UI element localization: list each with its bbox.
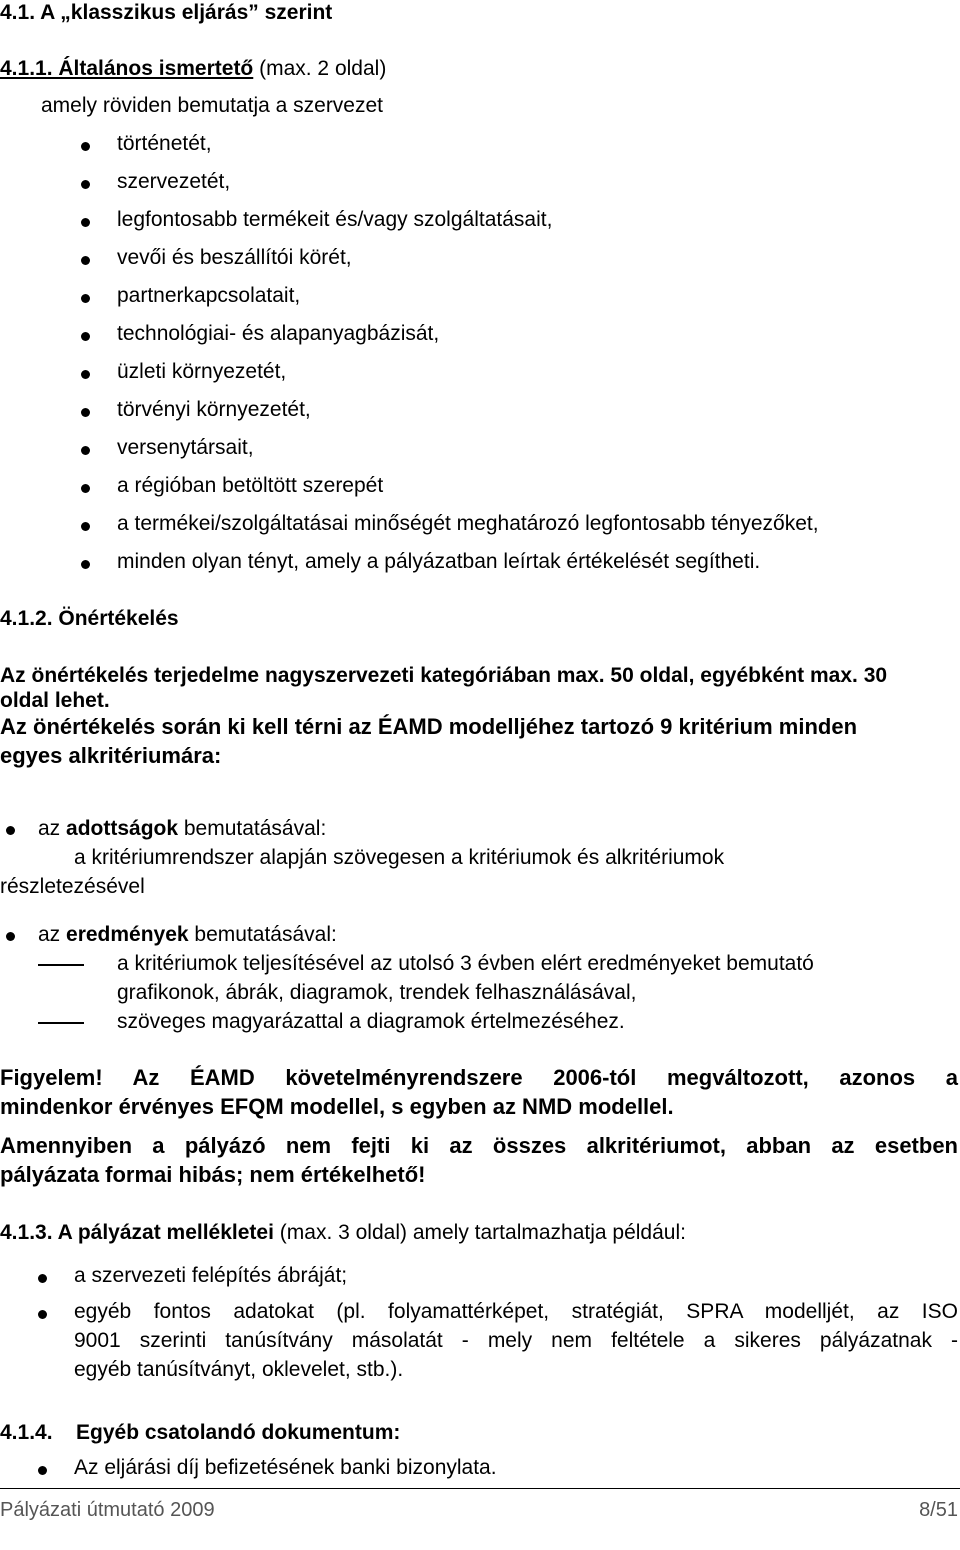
list-item: partnerkapcsolatait,: [117, 284, 301, 307]
notice-line2: pályázata formai hibás; nem értékelhető!: [0, 1162, 426, 1187]
attachment-item-2-line2: 9001 szerinti tanúsítvány másolatát - mely nem feltétele a sikeres pályázatnak -: [74, 1329, 958, 1352]
section-heading-4-1-3: [0, 1220, 686, 1245]
page-number: 8/51: [919, 1499, 958, 1521]
paragraph-criteria-line1: Az önértékelés során ki kell térni az ÉAMD modelljéhez tartozó 9 kritérium minden: [0, 714, 858, 739]
section-heading-4-1-1: [0, 56, 386, 81]
section-heading-4-1-4-title: Egyéb csatolandó dokumentum:: [76, 1421, 401, 1444]
section-heading-4-1-4-number: 4.1.4.: [0, 1421, 53, 1444]
bullet-icon: [81, 332, 90, 341]
bullet-icon: [81, 180, 90, 189]
bullet-icon: [81, 218, 90, 227]
warning-line2: mindenkor érvényes EFQM modellel, s egyben az NMD modellel.: [0, 1094, 674, 1119]
dash-icon: [38, 964, 84, 966]
bullet-icon: [81, 484, 90, 493]
paragraph-length-line1: Az önértékelés terjedelme nagyszervezeti kategóriában max. 50 oldal, egyébként max. 30: [0, 664, 888, 687]
bullet-icon: [81, 256, 90, 265]
bullet-icon: [81, 142, 90, 151]
bullet-icon: [81, 294, 90, 303]
list-item: szervezetét,: [117, 170, 231, 193]
adottsagok-line2: a kritériumrendszer alapján szövegesen a kritériumok és alkritériumok: [74, 846, 725, 869]
bullet-icon: [6, 826, 15, 835]
attachment-item-2-line1: egyéb fontos adatokat (pl. folyamattérképet, stratégiát, SPRA modelljét, az ISO: [74, 1300, 958, 1323]
bullet-icon: [38, 1274, 47, 1283]
warning-line1: Figyelem! Az ÉAMD követelményrendszere 2006-tól megváltozott, azonos a: [0, 1065, 958, 1090]
bullet-icon: [81, 560, 90, 569]
eredmenyek-prefix: az: [38, 923, 67, 946]
eredmenyek-dash1-line2: grafikonok, ábrák, diagramok, trendek felhasználásával,: [117, 981, 637, 1004]
adottsagok-line3: részletezésével: [0, 875, 145, 898]
paragraph-length-line2: oldal lehet.: [0, 689, 110, 712]
section-heading-4-1-2: 4.1.2. Önértékelés: [0, 607, 179, 630]
bullet-icon: [38, 1310, 47, 1319]
bullet-icon: [81, 446, 90, 455]
adottsagok-prefix: az: [38, 817, 67, 840]
list-item: vevői és beszállítói körét,: [117, 246, 352, 269]
list-item: a termékei/szolgáltatásai minőségét meghatározó legfontosabb tényezőket,: [117, 512, 819, 535]
adottsagok-keyword: adottságok: [66, 817, 179, 840]
section-4-1-1-intro: amely röviden bemutatja a szervezet: [41, 94, 383, 117]
list-item: történetét,: [117, 132, 212, 155]
bullet-icon: [81, 522, 90, 531]
list-item: törvényi környezetét,: [117, 398, 311, 421]
eredmenyek-dash1-line1: a kritériumok teljesítésével az utolsó 3 évben elért eredményeket bemutató: [117, 952, 814, 975]
footer-rule: [0, 1488, 960, 1489]
eredmenyek-keyword: eredmények: [66, 923, 189, 946]
section-heading-4-1-1-note: (max. 2 oldal): [253, 57, 387, 80]
footer-title: Pályázati útmutató 2009: [0, 1499, 215, 1521]
dash-icon: [38, 1022, 84, 1024]
adottsagok-suffix: bemutatásával:: [178, 817, 327, 840]
bullet-icon: [81, 370, 90, 379]
bullet-icon: [6, 932, 15, 941]
document-item-1: Az eljárási díj befizetésének banki bizonylata.: [74, 1456, 497, 1479]
list-item: legfontosabb termékeit és/vagy szolgáltatásait,: [117, 208, 553, 231]
section-heading-4-1-3-rest: (max. 3 oldal) amely tartalmazhatja például:: [273, 1221, 686, 1244]
attachment-item-1: a szervezeti felépítés ábráját;: [74, 1264, 348, 1287]
bullet-icon: [81, 408, 90, 417]
list-item: a régióban betöltött szerepét: [117, 474, 384, 497]
adottsagok-item: [38, 816, 326, 841]
eredmenyek-item: [38, 922, 337, 947]
list-item: üzleti környezetét,: [117, 360, 287, 383]
notice-line1: Amennyiben a pályázó nem fejti ki az összes alkritériumot, abban az esetben: [0, 1133, 958, 1158]
list-item: versenytársait,: [117, 436, 254, 459]
list-item: minden olyan tényt, amely a pályázatban leírtak értékelését segítheti.: [117, 550, 761, 573]
eredmenyek-dash2: szöveges magyarázattal a diagramok értelmezéséhez.: [117, 1010, 625, 1033]
paragraph-criteria-line2: egyes alkritériumára:: [0, 743, 222, 768]
section-heading-4-1: 4.1. A „klasszikus eljárás” szerint: [0, 1, 333, 24]
list-item: technológiai- és alapanyagbázisát,: [117, 322, 440, 345]
eredmenyek-suffix: bemutatásával:: [188, 923, 337, 946]
bullet-icon: [38, 1466, 47, 1475]
section-heading-4-1-1-title: 4.1.1. Általános ismertető: [0, 57, 254, 80]
section-heading-4-1-3-title: 4.1.3. A pályázat mellékletei: [0, 1221, 274, 1244]
attachment-item-2-line3: egyéb tanúsítványt, oklevelet, stb.).: [74, 1358, 404, 1381]
